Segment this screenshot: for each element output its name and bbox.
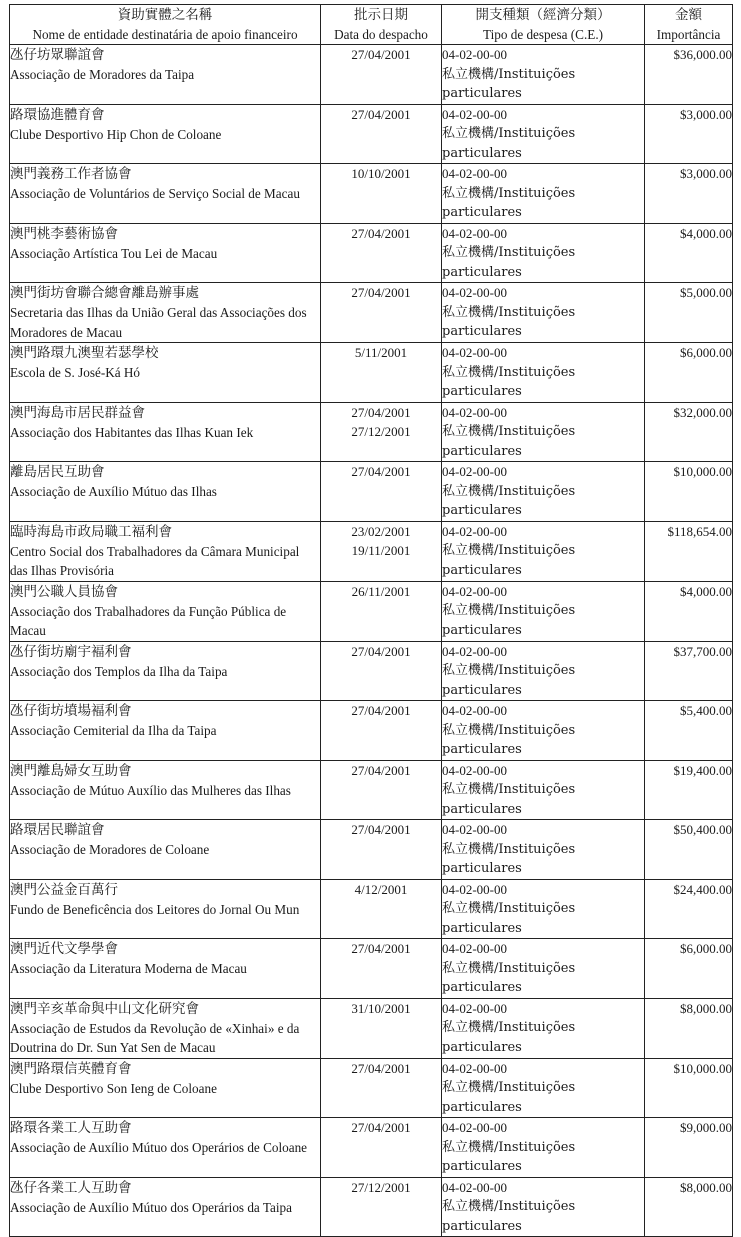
dispatch-date-cell	[321, 1118, 442, 1178]
expense-type-cell	[442, 581, 645, 641]
expense-type-code: 04-02-00-00	[442, 47, 507, 62]
entity-name-cell	[10, 939, 321, 999]
dispatch-date-cell	[321, 641, 442, 701]
expense-type-cell	[442, 521, 645, 581]
expense-type-description: 私立機構/Instituições particulares	[442, 424, 576, 459]
amount-cell: $8,000.00	[645, 1177, 733, 1237]
amount-cell: $5,000.00	[645, 283, 733, 343]
expense-type-cell	[442, 879, 645, 939]
entity-name-pt: Associação de Mútuo Auxílio das Mulheres das Ilhas	[10, 782, 291, 798]
expense-type-code: 04-02-00-00	[442, 225, 507, 241]
entity-name-pt: Clube Desportivo Hip Chon de Coloane	[10, 126, 222, 142]
expense-type-cell	[442, 998, 645, 1058]
table-row	[10, 1118, 733, 1178]
amount-cell: $10,000.00	[645, 462, 733, 522]
expense-type-cell	[442, 223, 645, 283]
table-row	[10, 998, 733, 1058]
amount-cell: $6,000.00	[645, 343, 733, 403]
amount-cell: $10,000.00	[645, 1058, 733, 1118]
column-header-name	[10, 5, 321, 45]
column-header-date-zh: 批示日期	[354, 7, 408, 23]
dispatch-date-cell	[321, 521, 442, 581]
entity-name-cell	[10, 45, 321, 105]
dispatch-date: 27/04/2001	[351, 762, 411, 778]
expense-type-code: 04-02-00-00	[442, 1000, 507, 1016]
amount-cell: $3,000.00	[645, 104, 733, 164]
entity-name-zh: 澳門公職人員協會	[10, 583, 118, 600]
dispatch-date-cell	[321, 462, 442, 522]
amount-cell: $4,000.00	[645, 223, 733, 283]
entity-name-pt: Associação dos Templos da Ilha da Taipa	[10, 663, 228, 679]
entity-name-pt: Centro Social dos Trabalhadores da Câmara Municipal das Ilhas Provisória	[10, 543, 300, 578]
expense-type-cell	[442, 939, 645, 999]
entity-name-pt: Associação dos Trabalhadores da Função Pública de Macau	[10, 603, 287, 638]
amount-cell: $32,000.00	[645, 402, 733, 462]
table-row	[10, 223, 733, 283]
dispatch-date-cell	[321, 164, 442, 224]
expense-type-description: 私立機構/Instituições particulares	[442, 483, 576, 518]
expense-type-description: 私立機構/Instituições particulares	[442, 1139, 576, 1174]
amount-cell: $4,000.00	[645, 581, 733, 641]
expense-type-code: 04-02-00-00	[442, 523, 507, 539]
entity-name-pt: Fundo de Beneficência dos Leitores do Jornal Ou Mun	[10, 901, 300, 917]
expense-type-code: 04-02-00-00	[442, 583, 507, 599]
expense-type-code: 04-02-00-00	[442, 345, 507, 360]
expense-type-description: 私立機構/Instituições particulares	[442, 1080, 576, 1115]
entity-name-zh: 氹仔各業工人互助會	[10, 1179, 132, 1196]
expense-type-cell	[442, 462, 645, 522]
amount-cell: $118,654.00	[645, 521, 733, 581]
expense-type-description: 私立機構/Instituições particulares	[442, 66, 576, 101]
dispatch-date-cell	[321, 402, 442, 462]
amount-cell: $19,400.00	[645, 760, 733, 820]
dispatch-date: 27/04/2001	[351, 225, 411, 241]
entity-name-pt: Associação de Moradores da Taipa	[10, 67, 195, 82]
expense-type-code: 04-02-00-00	[442, 404, 507, 420]
dispatch-date: 10/10/2001	[351, 166, 411, 181]
entity-name-pt: Associação dos Habitantes das Ilhas Kuan Iek	[10, 424, 254, 440]
column-header-date	[321, 5, 442, 45]
amount-cell: $36,000.00	[645, 45, 733, 105]
expense-type-code: 04-02-00-00	[442, 285, 507, 300]
dispatch-date: 27/04/2001	[351, 464, 411, 479]
expense-type-description: 私立機構/Instituições particulares	[442, 782, 576, 817]
entity-name-pt: Associação Artística Tou Lei de Macau	[10, 245, 218, 261]
entity-name-zh: 澳門路環信英體育會	[10, 1060, 132, 1077]
entity-name-zh: 澳門公益金百萬行	[10, 881, 118, 898]
entity-name-zh: 氹仔街坊墳場褔利會	[10, 703, 132, 719]
dispatch-date-cell	[321, 939, 442, 999]
table-row	[10, 45, 733, 105]
amount-cell: $9,000.00	[645, 1118, 733, 1178]
dispatch-date: 27/12/2001	[351, 1179, 411, 1195]
expense-type-description: 私立機構/Instituições particulares	[442, 245, 576, 280]
expense-type-cell	[442, 641, 645, 701]
entity-name-pt: Associação Cemiterial da Ilha da Taipa	[10, 723, 217, 738]
dispatch-date: 31/10/2001	[351, 1000, 411, 1016]
table-header	[10, 5, 733, 45]
dispatch-date: 27/04/2001	[351, 703, 411, 718]
entity-name-cell	[10, 701, 321, 761]
dispatch-date: 26/11/2001	[351, 583, 411, 599]
expense-type-code: 04-02-00-00	[442, 941, 507, 956]
expense-type-code: 04-02-00-00	[442, 166, 507, 181]
dispatch-date: 4/12/2001	[354, 881, 408, 897]
column-header-type-pt: Tipo de despesa (C.E.)	[482, 27, 604, 42]
entity-name-cell	[10, 1177, 321, 1237]
entity-name-zh: 澳門離島婦女互助會	[10, 762, 132, 779]
table-row	[10, 343, 733, 403]
entity-name-cell	[10, 402, 321, 462]
expense-type-description: 私立機構/Instituições particulares	[442, 185, 576, 220]
expense-type-cell	[442, 1118, 645, 1178]
expense-type-description: 私立機構/Instituições particulares	[442, 1199, 576, 1234]
table-row	[10, 1058, 733, 1118]
entity-name-cell	[10, 462, 321, 522]
dispatch-date-cell	[321, 581, 442, 641]
expense-type-cell	[442, 1177, 645, 1237]
entity-name-zh: 臨時海島市政局職工褔利會	[10, 523, 172, 540]
entity-name-cell	[10, 760, 321, 820]
expense-type-description: 私立機構/Instituições particulares	[442, 1020, 576, 1055]
column-header-type	[442, 5, 645, 45]
dispatch-date: 27/04/2001	[351, 106, 411, 122]
dispatch-date: 27/04/2001	[351, 47, 411, 62]
expense-type-cell	[442, 760, 645, 820]
column-header-amount-pt: Importância	[656, 27, 721, 42]
expense-type-code: 04-02-00-00	[442, 762, 507, 778]
table-row	[10, 879, 733, 939]
expense-type-cell	[442, 343, 645, 403]
dispatch-date: 27/12/2001	[351, 424, 411, 439]
subsidy-table	[9, 4, 733, 1237]
dispatch-date-cell	[321, 104, 442, 164]
amount-cell: $37,700.00	[645, 641, 733, 701]
entity-name-zh: 澳門街坊會聯合總會離島辦事處	[10, 285, 199, 301]
table-row	[10, 104, 733, 164]
entity-name-zh: 澳門辛亥革命與中山文化研究會	[10, 1000, 199, 1017]
entity-name-cell	[10, 641, 321, 701]
expense-type-cell	[442, 701, 645, 761]
expense-type-description: 私立機構/Instituições particulares	[442, 663, 576, 698]
entity-name-zh: 路環各業工人互助會	[10, 1120, 132, 1136]
expense-type-cell	[442, 164, 645, 224]
dispatch-date: 27/04/2001	[351, 643, 411, 659]
dispatch-date: 19/11/2001	[351, 543, 411, 558]
entity-name-pt: Escola de S. José-Ká Hó	[10, 365, 141, 380]
table-row	[10, 164, 733, 224]
table-row	[10, 701, 733, 761]
table-row	[10, 820, 733, 880]
expense-type-cell	[442, 402, 645, 462]
dispatch-date: 23/02/2001	[351, 523, 411, 539]
expense-type-description: 私立機構/Instituições particulares	[442, 901, 576, 936]
dispatch-date-cell	[321, 820, 442, 880]
table-row	[10, 939, 733, 999]
column-header-amount-zh: 金額	[675, 7, 702, 23]
entity-name-pt: Clube Desportivo Son Ieng de Coloane	[10, 1080, 217, 1096]
table-row	[10, 462, 733, 522]
expense-type-code: 04-02-00-00	[442, 1120, 507, 1135]
expense-type-code: 04-02-00-00	[442, 464, 507, 479]
entity-name-zh: 路環居民聯誼會	[10, 822, 105, 838]
amount-cell: $3,000.00	[645, 164, 733, 224]
table-row	[10, 760, 733, 820]
entity-name-cell	[10, 223, 321, 283]
entity-name-cell	[10, 879, 321, 939]
expense-type-cell	[442, 104, 645, 164]
entity-name-pt: Secretaria das Ilhas da União Geral das Associações dos Moradores de Macau	[10, 305, 307, 340]
dispatch-date-cell	[321, 45, 442, 105]
entity-name-zh: 澳門桃李藝術協會	[10, 225, 118, 242]
column-header-amount	[645, 5, 733, 45]
entity-name-zh: 澳門路環九澳聖若瑟學校	[10, 345, 159, 361]
table-row	[10, 641, 733, 701]
amount-cell: $24,400.00	[645, 879, 733, 939]
dispatch-date-cell	[321, 223, 442, 283]
expense-type-description: 私立機構/Instituições particulares	[442, 603, 576, 638]
expense-type-cell	[442, 283, 645, 343]
dispatch-date-cell	[321, 879, 442, 939]
table-row	[10, 521, 733, 581]
entity-name-pt: Associação de Auxílio Mútuo dos Operários da Taipa	[10, 1199, 292, 1215]
entity-name-cell	[10, 820, 321, 880]
header-row	[10, 5, 733, 45]
entity-name-cell	[10, 998, 321, 1058]
expense-type-description: 私立機構/Instituições particulares	[442, 126, 576, 161]
expense-type-cell	[442, 1058, 645, 1118]
amount-cell: $6,000.00	[645, 939, 733, 999]
dispatch-date: 27/04/2001	[351, 822, 411, 837]
dispatch-date-cell	[321, 343, 442, 403]
dispatch-date-cell	[321, 1177, 442, 1237]
entity-name-cell	[10, 1118, 321, 1178]
expense-type-description: 私立機構/Instituições particulares	[442, 304, 576, 339]
expense-type-code: 04-02-00-00	[442, 1060, 507, 1076]
document-page	[0, 4, 741, 1234]
table-row	[10, 402, 733, 462]
dispatch-date: 5/11/2001	[354, 345, 408, 360]
dispatch-date: 27/04/2001	[351, 941, 411, 956]
dispatch-date-cell	[321, 701, 442, 761]
entity-name-pt: Associação de Auxílio Mútuo dos Operários de Coloane	[10, 1140, 308, 1155]
expense-type-code: 04-02-00-00	[442, 106, 507, 122]
expense-type-description: 私立機構/Instituições particulares	[442, 722, 576, 757]
column-header-type-zh: 開支種類（經濟分類）	[475, 7, 611, 23]
expense-type-description: 私立機構/Instituições particulares	[442, 543, 576, 578]
table-row	[10, 283, 733, 343]
entity-name-zh: 離島居民互助會	[10, 464, 105, 480]
amount-cell: $5,400.00	[645, 701, 733, 761]
table-body	[10, 45, 733, 1237]
expense-type-description: 私立機構/Instituições particulares	[442, 364, 576, 399]
dispatch-date: 27/04/2001	[351, 285, 411, 300]
dispatch-date-cell	[321, 1058, 442, 1118]
entity-name-pt: Associação de Estudos da Revolução de «Xinhai» e da Doutrina do Dr. Sun Yat Sen de Macau	[10, 1020, 300, 1055]
entity-name-zh: 澳門海島市居民群益會	[10, 404, 145, 421]
amount-cell: $8,000.00	[645, 998, 733, 1058]
entity-name-cell	[10, 581, 321, 641]
expense-type-cell	[442, 45, 645, 105]
entity-name-cell	[10, 343, 321, 403]
expense-type-code: 04-02-00-00	[442, 822, 507, 837]
table-row	[10, 581, 733, 641]
entity-name-pt: Associação de Auxílio Mútuo das Ilhas	[10, 484, 217, 499]
entity-name-zh: 澳門近代文學學會	[10, 941, 118, 957]
column-header-date-pt: Data do despacho	[334, 27, 428, 42]
dispatch-date-cell	[321, 760, 442, 820]
entity-name-cell	[10, 104, 321, 164]
entity-name-cell	[10, 283, 321, 343]
entity-name-zh: 氹仔坊眾聯誼會	[10, 47, 105, 63]
entity-name-pt: Associação de Moradores de Coloane	[10, 842, 210, 857]
entity-name-cell	[10, 1058, 321, 1118]
column-header-name-pt: Nome de entidade destinatária de apoio financeiro	[32, 27, 298, 42]
dispatch-date-cell	[321, 283, 442, 343]
dispatch-date: 27/04/2001	[351, 1120, 411, 1135]
expense-type-code: 04-02-00-00	[442, 703, 507, 718]
dispatch-date-cell	[321, 998, 442, 1058]
entity-name-zh: 路環協進體育會	[10, 106, 105, 123]
entity-name-cell	[10, 521, 321, 581]
expense-type-description: 私立機構/Instituições particulares	[442, 960, 576, 995]
expense-type-cell	[442, 820, 645, 880]
dispatch-date: 27/04/2001	[351, 404, 411, 420]
dispatch-date: 27/04/2001	[351, 1060, 411, 1076]
table-row	[10, 1177, 733, 1237]
entity-name-pt: Associação de Voluntários de Serviço Social de Macau	[10, 186, 300, 201]
expense-type-description: 私立機構/Instituições particulares	[442, 841, 576, 876]
expense-type-code: 04-02-00-00	[442, 1179, 507, 1195]
column-header-name-zh: 資助實體之名稱	[117, 7, 213, 23]
entity-name-zh: 澳門義務工作者協會	[10, 166, 132, 182]
entity-name-cell	[10, 164, 321, 224]
expense-type-code: 04-02-00-00	[442, 643, 507, 659]
entity-name-zh: 氹仔街坊廟宇褔利會	[10, 643, 132, 660]
entity-name-pt: Associação da Literatura Moderna de Macau	[10, 961, 247, 976]
amount-cell: $50,400.00	[645, 820, 733, 880]
expense-type-code: 04-02-00-00	[442, 881, 507, 897]
